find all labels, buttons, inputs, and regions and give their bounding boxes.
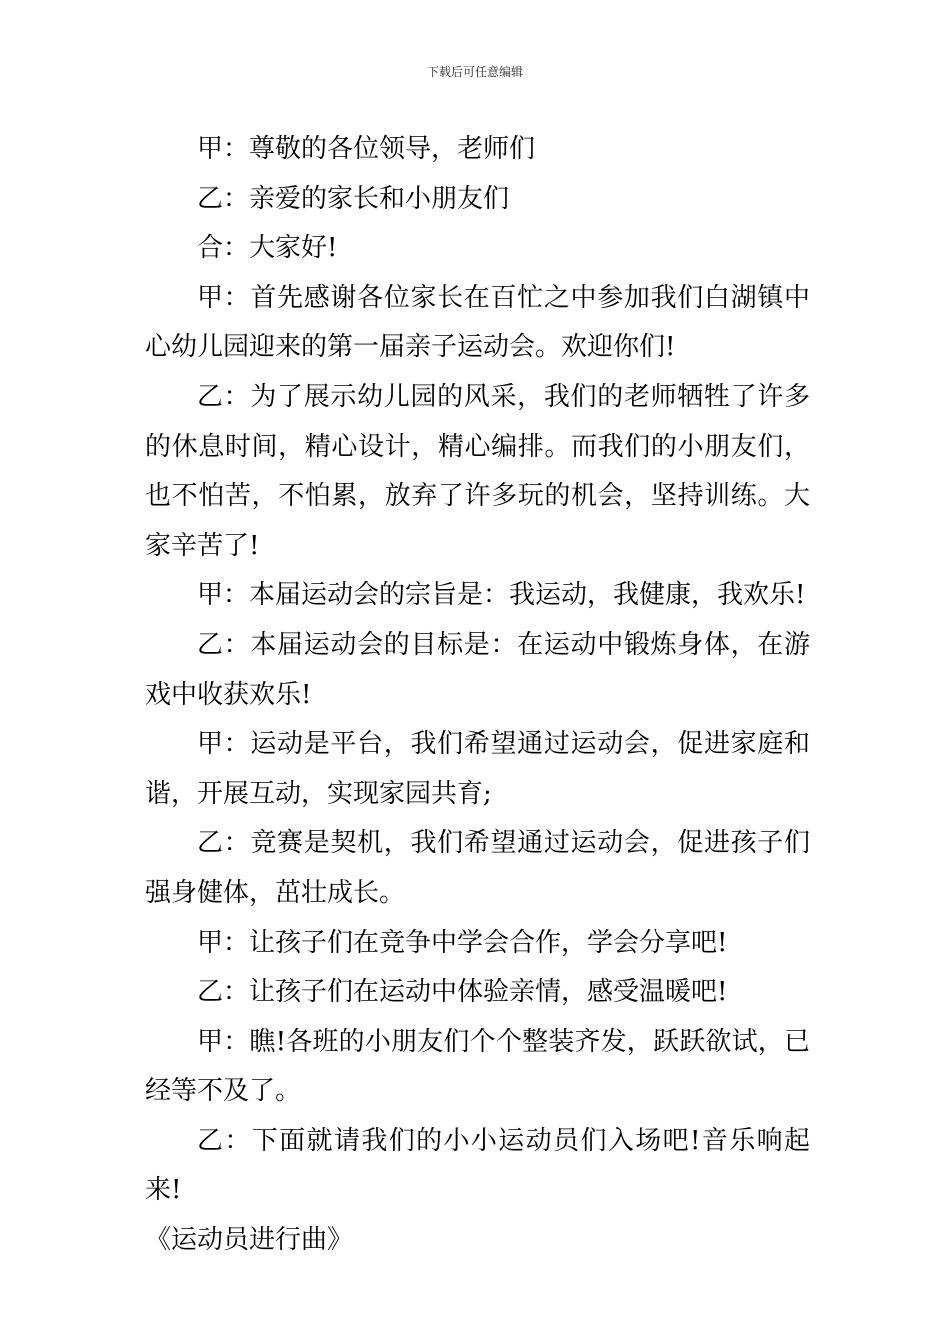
document-body [145, 125, 810, 1266]
paragraph-9: 乙：竞赛是契机，我们希望通过运动会，促进孩子们强身健体，茁壮成长。 [145, 828, 810, 908]
paragraph-13: 乙：下面就请我们的小小运动员们入场吧!音乐响起来! [145, 1125, 810, 1206]
paragraph-4: 甲：首先感谢各位家长在百忙之中参加我们白湖镇中心幼儿园迎来的第一届亲子运动会。欢迎你们! [145, 282, 810, 363]
paragraph-7: 乙：本届运动会的目标是：在运动中锻炼身体，在游戏中收获欢乐! [145, 629, 810, 710]
closing-title: 《运动员进行曲》 [145, 1225, 354, 1256]
paragraph-10: 甲：让孩子们在竞争中学会合作，学会分享吧! [197, 927, 728, 958]
paragraph-3: 合：大家好! [197, 233, 338, 264]
paragraph-1: 甲：尊敬的各位领导，老师们 [197, 134, 536, 164]
paragraph-5: 乙：为了展示幼儿园的风采，我们的老师牺牲了许多的休息时间，精心设计，精心编排。而我们的小朋友们，也不怕苦，不怕累，放弃了许多玩的机会，坚持训练。大家辛苦了! [145, 381, 810, 561]
paragraph-11: 乙：让孩子们在运动中体验亲情，感受温暖吧! [197, 977, 728, 1008]
paragraph-8: 甲：运动是平台，我们希望通过运动会，促进家庭和谐，开展互动，实现家园共育; [145, 729, 810, 809]
paragraph-12: 甲：瞧!各班的小朋友们个个整装齐发，跃跃欲试，已经等不及了。 [145, 1026, 810, 1107]
paragraph-6: 甲：本届运动会的宗旨是：我运动，我健康，我欢乐! [197, 580, 806, 611]
header-note: 下载后可任意编辑 [426, 65, 523, 79]
paragraph-2: 乙：亲爱的家长和小朋友们 [197, 183, 510, 214]
